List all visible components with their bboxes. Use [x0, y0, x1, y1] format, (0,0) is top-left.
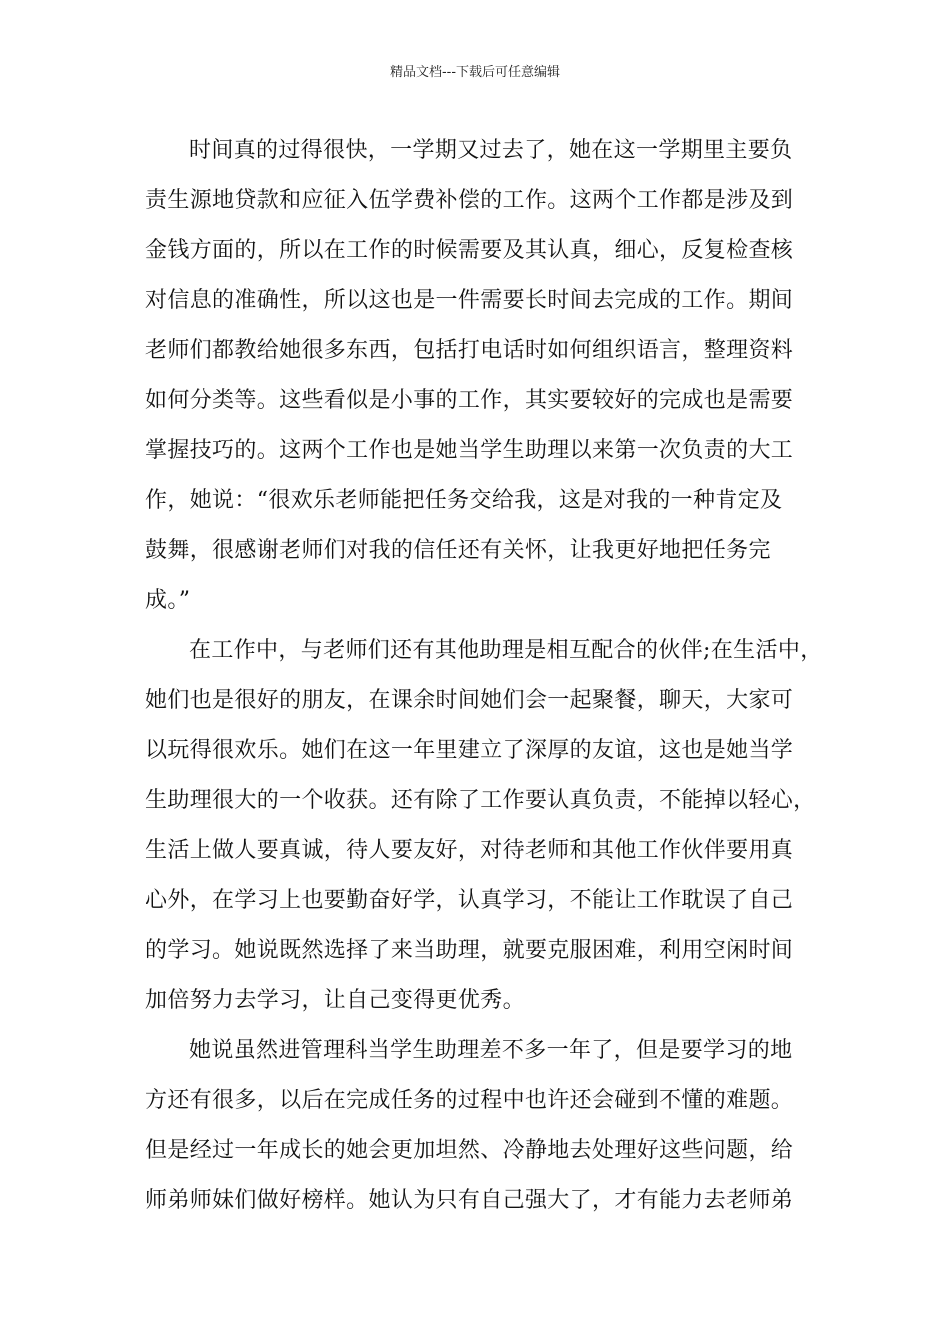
paragraph-2: [145, 626, 823, 1026]
paragraph-line: 生活上做人要真诚，待人要友好，对待老师和其他工作伙伴要用真: [145, 838, 794, 863]
paragraph-line: 以玩得很欢乐。她们在这一年里建立了深厚的友谊，这也是她当学: [145, 738, 794, 763]
paragraph-line: 但是经过一年成长的她会更加坦然、冷静地去处理好这些问题，给: [145, 1138, 794, 1163]
paragraph-line: 在工作中，与老师们还有其他助理是相互配合的伙伴;在生活中，: [189, 638, 823, 663]
paragraph-line: 如何分类等。这些看似是小事的工作，其实要较好的完成也是需要: [145, 388, 794, 413]
paragraph-1: [145, 126, 810, 626]
paragraph-line: 她说虽然进管理科当学生助理差不多一年了，但是要学习的地: [189, 1038, 793, 1063]
page-header: 精品文档---下载后可任意编辑: [389, 65, 561, 80]
paragraph-line: 鼓舞，很感谢老师们对我的信任还有关怀，让我更好地把任务完: [145, 538, 771, 563]
paragraph-line: 方还有很多，以后在完成任务的过程中也许还会碰到不懂的难题。: [145, 1088, 794, 1113]
paragraph-line: 成。”: [145, 588, 191, 613]
paragraph-line: 加倍努力去学习，让自己变得更优秀。: [145, 988, 525, 1013]
paragraph-line: 金钱方面的，所以在工作的时候需要及其认真，细心，反复检查核: [145, 238, 794, 263]
paragraph-line: 对信息的准确性，所以这也是一件需要长时间去完成的工作。期间: [145, 288, 794, 313]
document-body: [145, 126, 823, 1226]
paragraph-line: 师弟师妹们做好榜样。她认为只有自己强大了，才有能力去老师弟: [145, 1188, 794, 1213]
paragraph-line: 掌握技巧的。这两个工作也是她当学生助理以来第一次负责的大工: [145, 438, 794, 463]
paragraph-line: 老师们都教给她很多东西，包括打电话时如何组织语言，整理资料: [145, 338, 794, 363]
paragraph-line: 作，她说：“很欢乐老师能把任务交给我，这是对我的一种肯定及: [145, 488, 783, 513]
paragraph-line: 时间真的过得很快，一学期又过去了，她在这一学期里主要负: [189, 138, 793, 163]
paragraph-line: 的学习。她说既然选择了来当助理，就要克服困难，利用空闲时间: [145, 938, 794, 963]
paragraph-line: 心外，在学习上也要勤奋好学，认真学习，不能让工作耽误了自己: [145, 888, 794, 913]
paragraph-line: 责生源地贷款和应征入伍学费补偿的工作。这两个工作都是涉及到: [145, 188, 794, 213]
paragraph-line: 她们也是很好的朋友，在课余时间她们会一起聚餐，聊天，大家可: [145, 688, 794, 713]
paragraph-3: [145, 1026, 810, 1226]
paragraph-line: 生助理很大的一个收获。还有除了工作要认真负责，不能掉以轻心，: [145, 788, 816, 813]
